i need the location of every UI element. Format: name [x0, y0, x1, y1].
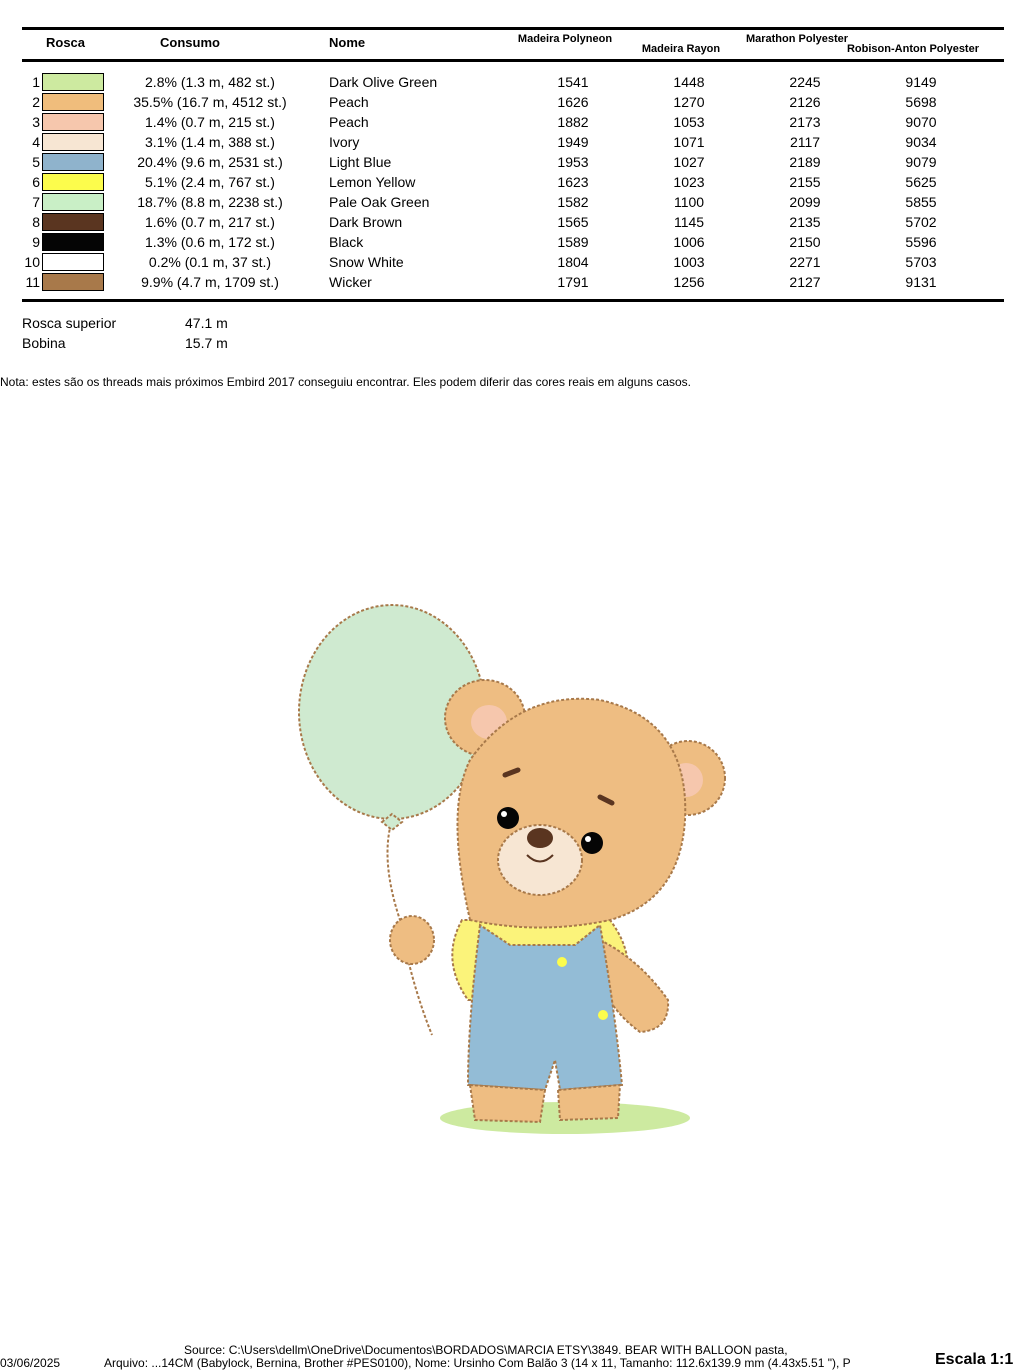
header-robison: Robison-Anton Polyester — [846, 43, 980, 55]
bobbin-value: 15.7 m — [185, 335, 228, 351]
nome-cell: Peach — [329, 94, 369, 110]
madeira-rayon-cell: 1027 — [673, 154, 705, 170]
thread-number: 8 — [32, 214, 40, 230]
madeira-rayon-cell: 1003 — [673, 254, 705, 270]
marathon-cell: 2173 — [789, 114, 821, 130]
marathon-cell: 2135 — [789, 214, 821, 230]
consumo-cell: 9.9% (4.7 m, 1709 st.) — [141, 274, 279, 290]
madeira-polyneon-cell: 1804 — [557, 254, 589, 270]
robison-cell: 5703 — [905, 254, 937, 270]
nome-cell: Dark Brown — [329, 214, 403, 230]
thread-number: 5 — [32, 154, 40, 170]
bobbin-label: Bobina — [22, 335, 66, 351]
marathon-cell: 2189 — [789, 154, 821, 170]
nome-cell: Wicker — [329, 274, 372, 290]
note-text: Nota: estes são os threads mais próximos Embird 2017 conseguiu encontrar. Eles podem diferir das cores reais em alguns casos. — [0, 375, 692, 389]
madeira-polyneon-cell: 1623 — [557, 174, 589, 190]
footer-scale: Escala 1:1 — [935, 1351, 1014, 1368]
marathon-cell: 2099 — [789, 194, 821, 210]
thread-number: 2 — [32, 94, 40, 110]
nome-cell: Peach — [329, 114, 369, 130]
robison-cell: 9070 — [905, 114, 937, 130]
marathon-cell: 2117 — [789, 134, 821, 150]
robison-cell: 5855 — [905, 194, 937, 210]
top-thread-value: 47.1 m — [185, 315, 228, 331]
madeira-polyneon-cell: 1882 — [557, 114, 589, 130]
consumo-cell: 3.1% (1.4 m, 388 st.) — [145, 134, 275, 150]
thread-number: 7 — [32, 194, 40, 210]
thread-number: 9 — [32, 234, 40, 250]
nome-cell: Pale Oak Green — [329, 194, 430, 210]
header-marathon: Marathon Polyester — [745, 33, 849, 45]
thread-number: 10 — [24, 254, 40, 270]
nome-cell: Ivory — [329, 134, 360, 150]
footer-date: 03/06/2025 — [0, 1356, 61, 1370]
marathon-cell: 2150 — [789, 234, 821, 250]
nome-cell: Dark Olive Green — [329, 74, 438, 90]
thread-number: 6 — [32, 174, 40, 190]
header-nome: Nome — [329, 35, 366, 50]
robison-cell: 5698 — [905, 94, 937, 110]
madeira-rayon-cell: 1448 — [673, 74, 705, 90]
thread-number: 11 — [25, 274, 40, 290]
marathon-cell: 2126 — [789, 94, 821, 110]
consumo-cell: 0.2% (0.1 m, 37 st.) — [148, 254, 272, 270]
consumo-cell: 1.4% (0.7 m, 215 st.) — [145, 114, 275, 130]
consumo-cell: 1.6% (0.7 m, 217 st.) — [145, 214, 275, 230]
header-madeira-rayon: Madeira Rayon — [641, 43, 721, 55]
madeira-polyneon-cell: 1626 — [557, 94, 589, 110]
robison-cell: 9131 — [905, 274, 937, 290]
robison-cell: 9034 — [905, 134, 937, 150]
madeira-rayon-cell: 1145 — [673, 214, 705, 230]
consumo-cell: 35.5% (16.7 m, 4512 st.) — [133, 94, 287, 110]
consumo-cell: 2.8% (1.3 m, 482 st.) — [145, 74, 275, 90]
marathon-cell: 2127 — [789, 274, 821, 290]
marathon-cell: 2271 — [789, 254, 821, 270]
footer-source: Source: C:\Users\dellm\OneDrive\Documentos\BORDADOS\MARCIA ETSY\3849. BEAR WITH BALLOON pasta, — [184, 1343, 788, 1357]
thread-number: 4 — [32, 134, 40, 150]
robison-cell: 5702 — [905, 214, 937, 230]
madeira-polyneon-cell: 1541 — [557, 74, 589, 90]
nome-cell: Light Blue — [329, 154, 392, 170]
thread-number: 3 — [32, 114, 40, 130]
top-thread-label: Rosca superior — [22, 315, 117, 331]
thread-number: 1 — [32, 74, 40, 90]
madeira-polyneon-cell: 1791 — [557, 274, 589, 290]
robison-cell: 9149 — [905, 74, 937, 90]
madeira-rayon-cell: 1270 — [673, 94, 705, 110]
nome-cell: Lemon Yellow — [329, 174, 416, 190]
header-madeira-polyneon: Madeira Polyneon — [517, 33, 613, 45]
consumo-cell: 20.4% (9.6 m, 2531 st.) — [137, 154, 283, 170]
madeira-rayon-cell: 1071 — [673, 134, 705, 150]
nome-cell: Black — [329, 234, 364, 250]
header-rosca: Rosca — [46, 35, 86, 50]
robison-cell: 5625 — [905, 174, 937, 190]
consumo-cell: 5.1% (2.4 m, 767 st.) — [145, 174, 275, 190]
madeira-polyneon-cell: 1589 — [557, 234, 589, 250]
robison-cell: 5596 — [905, 234, 937, 250]
madeira-rayon-cell: 1100 — [673, 194, 705, 210]
marathon-cell: 2245 — [789, 74, 821, 90]
madeira-polyneon-cell: 1949 — [557, 134, 589, 150]
nome-cell: Snow White — [329, 254, 404, 270]
consumo-cell: 18.7% (8.8 m, 2238 st.) — [137, 194, 283, 210]
madeira-polyneon-cell: 1582 — [557, 194, 589, 210]
madeira-rayon-cell: 1023 — [673, 174, 705, 190]
robison-cell: 9079 — [905, 154, 937, 170]
header-consumo: Consumo — [160, 35, 220, 50]
marathon-cell: 2155 — [789, 174, 821, 190]
madeira-rayon-cell: 1006 — [673, 234, 705, 250]
madeira-rayon-cell: 1256 — [673, 274, 705, 290]
madeira-rayon-cell: 1053 — [673, 114, 705, 130]
madeira-polyneon-cell: 1565 — [557, 214, 589, 230]
consumo-cell: 1.3% (0.6 m, 172 st.) — [145, 234, 275, 250]
footer-file: Arquivo: ...14CM (Babylock, Bernina, Brother #PES0100), Nome: Ursinho Com Balão 3 (14 x 11, Tamanho: 112.6x139.9 mm (4.43x5.51 "), P — [104, 1356, 851, 1370]
madeira-polyneon-cell: 1953 — [557, 154, 589, 170]
